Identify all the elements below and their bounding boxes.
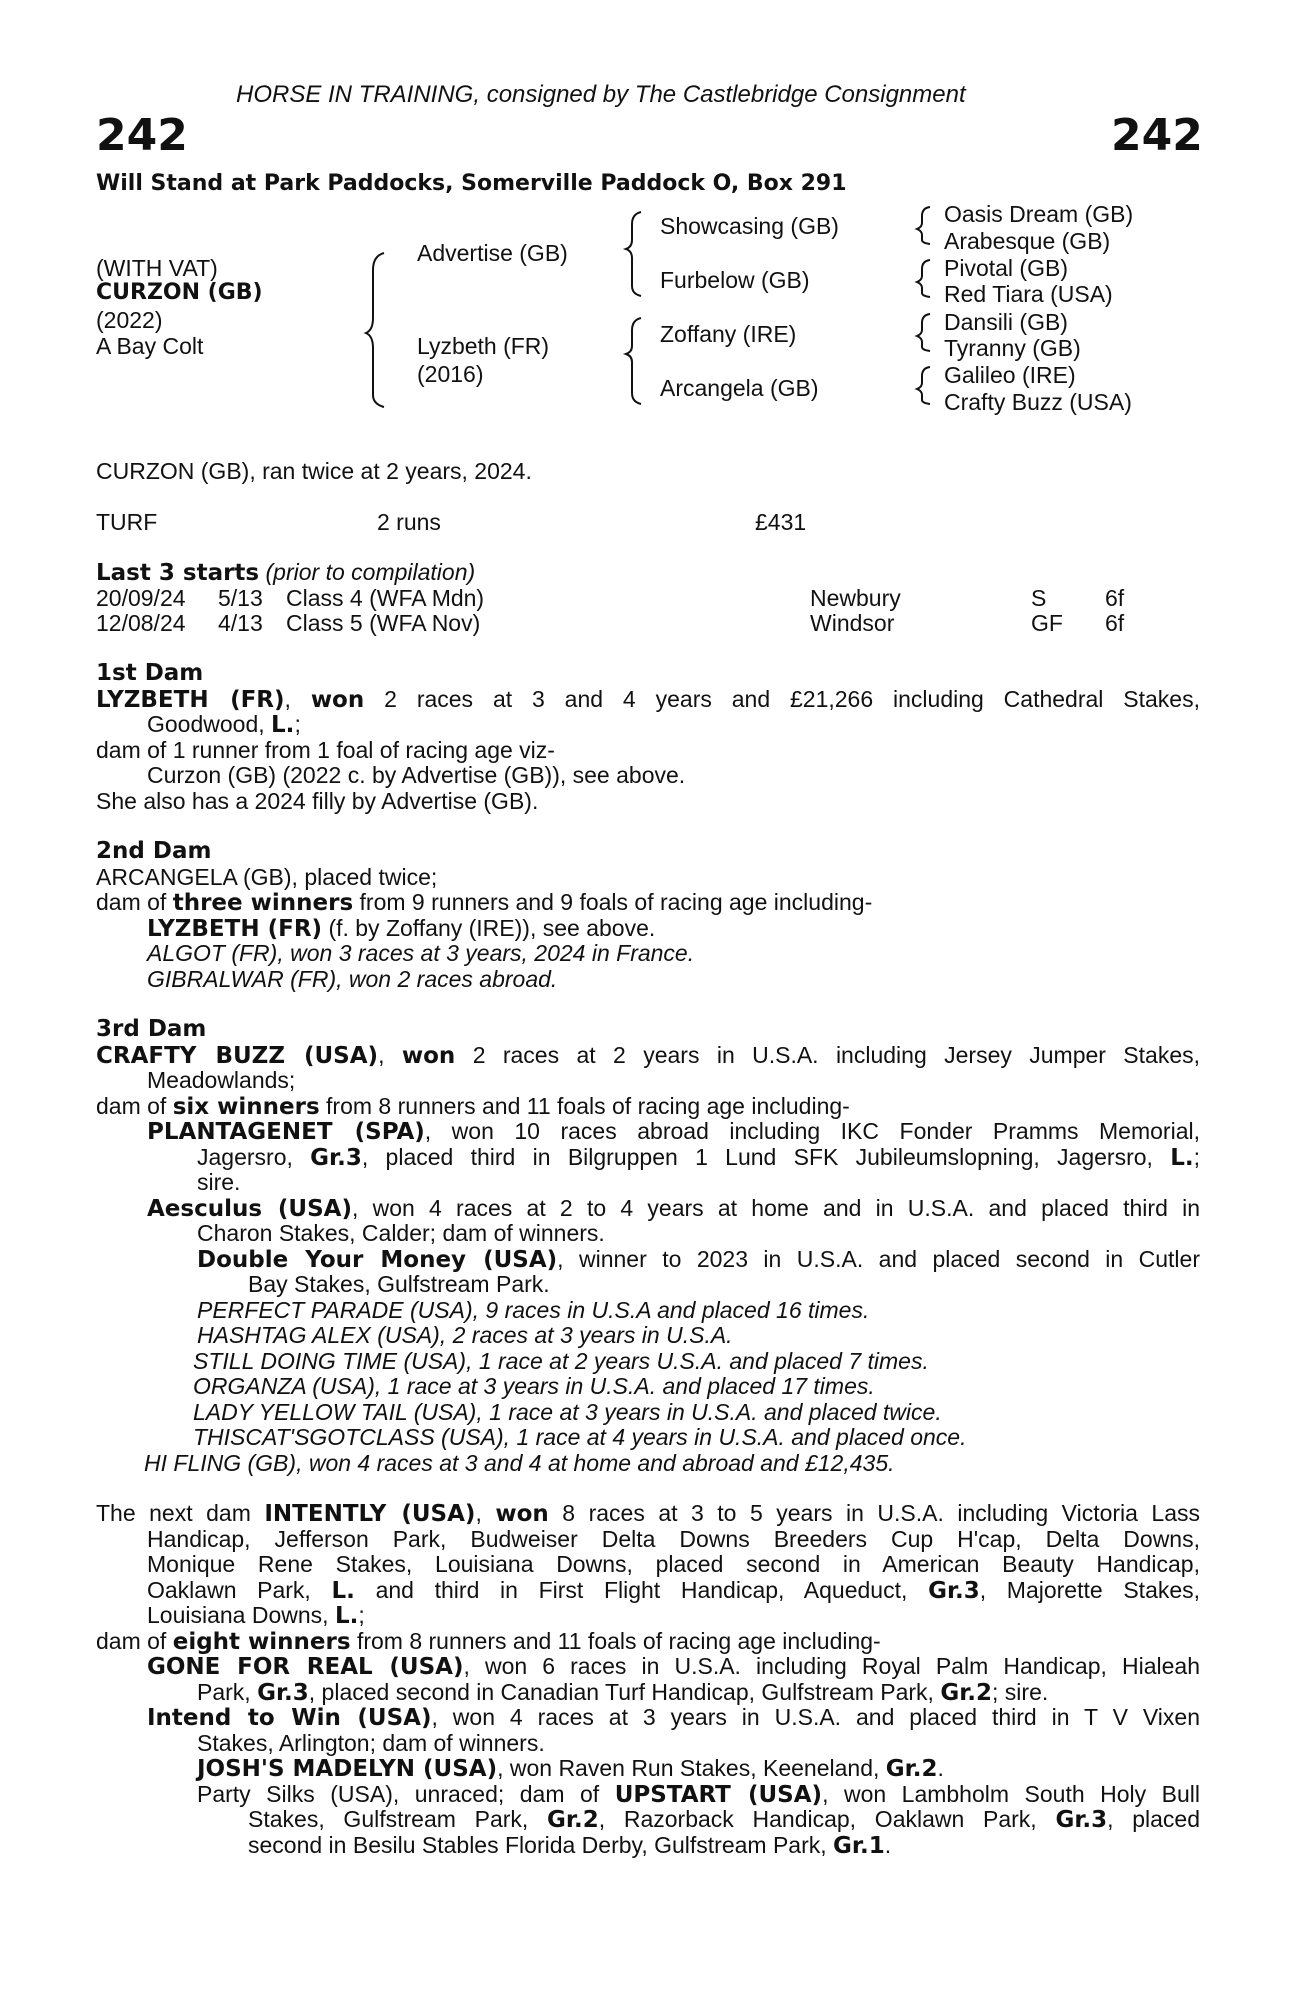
start-distance: 6f: [1105, 610, 1125, 636]
first-dam-text: 2 races at 3 and 4 years and £21,266 including Cathedral Stakes,: [384, 686, 1200, 712]
progeny-text: , won 2 races abroad.: [336, 965, 558, 992]
progeny-line: second in Besilu Stables Florida Derby, Gulfstream Park, Gr.1.: [248, 1831, 892, 1859]
third-dam-section: [96, 1017, 1200, 1476]
gen3-ancestor: Pivotal (GB): [944, 255, 1068, 281]
vat-label: (WITH VAT): [96, 255, 218, 281]
progeny-line: [96, 1247, 1200, 1273]
grade-badge: Gr.3: [928, 1577, 980, 1603]
text: 2 races at 2 years in U.S.A. including Jersey Jumper Stakes,: [472, 1042, 1200, 1068]
progeny-line: [96, 1425, 1200, 1451]
progeny-name: UPSTART (USA): [614, 1781, 823, 1807]
progeny-line: [96, 1451, 1200, 1477]
lot-number-right: 242: [1111, 110, 1203, 161]
progeny-text: , won 10 races abroad including IKC Fonder Pramms Memorial,: [424, 1119, 1200, 1144]
sire-sire: Showcasing (GB): [660, 213, 839, 239]
lot-number-left: 242: [96, 110, 188, 161]
progeny-text: , won 4 races at 3 years in U.S.A. and placed third in T V Vixen: [431, 1705, 1200, 1730]
progeny-line: [96, 916, 1200, 942]
progeny-name: JOSH'S MADELYN (USA): [197, 1756, 498, 1782]
progeny-text: , won Raven Run Stakes, Keeneland,: [497, 1755, 880, 1781]
earnings: £431: [755, 509, 807, 535]
progeny-line: [96, 1119, 1200, 1145]
progeny-name: PERFECT PARADE (USA): [197, 1296, 473, 1323]
text: Stakes, Gulfstream Park,: [248, 1807, 529, 1832]
progeny-line: [96, 1400, 1200, 1426]
grade-badge: Gr.2: [885, 1756, 938, 1782]
progeny-text: , won 3 races at 3 years, 2024 in France.: [277, 940, 695, 966]
start-date: 20/09/24: [96, 585, 186, 611]
progeny-line: [96, 1323, 1200, 1349]
progeny-text: , won 4 races at 3 and 4 at home and abroad and £12,435.: [296, 1449, 895, 1476]
won-label: won: [401, 1042, 456, 1068]
last-starts-title: Last 3 starts: [96, 560, 260, 586]
start-position: 5/13: [218, 585, 263, 611]
progeny-text: , 1 race at 4 years in U.S.A. and placed once.: [503, 1424, 967, 1450]
grade-badge: Gr.2: [547, 1807, 599, 1833]
progeny-line: Stakes, Arlington; dam of winners.: [197, 1729, 545, 1756]
gen3-ancestor: Red Tiara (USA): [944, 281, 1113, 307]
progeny-name: Double Your Money (USA): [197, 1246, 558, 1272]
progeny-line: [96, 941, 1200, 967]
progeny-text: (f. by Zoffany (IRE)), see above.: [328, 914, 656, 941]
progeny-line: Jagersro, Gr.3, placed third in Bilgruppen 1 Lund SFK Jubileumslopning, Jagersro, L.;: [197, 1144, 1200, 1170]
text: from 8 runners and 11 foals of racing age including-: [356, 1627, 881, 1654]
consignment-line: HORSE IN TRAINING, consigned by The Castlebridge Consignment: [236, 81, 966, 108]
text: from 9 runners and 9 foals of racing age including-: [359, 889, 873, 915]
progeny-line: [96, 1782, 1200, 1808]
text: and third in First Flight Handicap, Aqueduct,: [375, 1577, 908, 1603]
progeny-line: [96, 1654, 1200, 1680]
text: , Majorette Stakes,: [979, 1577, 1200, 1603]
first-dam-name: LYZBETH (FR): [96, 686, 285, 712]
progeny-name: GIBRALWAR (FR): [147, 965, 337, 992]
grade-badge: Gr.1: [833, 1832, 885, 1859]
next-dam-line: [96, 1578, 1200, 1604]
first-dam-line: LYZBETH (FR), won 2 races at 3 and 4 years and £21,266 including Cathedral Stakes,: [96, 686, 1200, 712]
text: dam of: [96, 1627, 167, 1654]
runs: 2 runs: [377, 509, 441, 535]
text: dam of: [96, 889, 167, 915]
gen3-ancestor: Crafty Buzz (USA): [944, 389, 1132, 415]
next-dam-name: INTENTLY (USA): [264, 1501, 476, 1527]
first-dam-line: Curzon (GB) (2022 c. by Advertise (GB)), see above.: [147, 762, 686, 788]
text: , won Lambholm South Holy Bull: [822, 1781, 1200, 1807]
horse-description: A Bay Colt: [96, 333, 204, 359]
next-dam-section: [96, 1501, 1200, 1858]
progeny-line: Charon Stakes, Calder; dam of winners.: [197, 1220, 605, 1246]
listed-badge: L.: [271, 712, 295, 738]
next-dam-line: Monique Rene Stakes, Louisiana Downs, placed second in American Beauty Handicap,: [147, 1552, 1200, 1577]
progeny-name: ALGOT (FR): [147, 940, 278, 966]
progeny-line: [96, 1349, 1200, 1375]
text: 8 races at 3 to 5 years in U.S.A. including Victoria Lass: [562, 1501, 1200, 1526]
progeny-line: [96, 1298, 1200, 1324]
grade-badge: Gr.2: [940, 1679, 993, 1706]
grade-badge: Gr.3: [1055, 1807, 1108, 1833]
next-dam-line: Handicap, Jefferson Park, Budweiser Delta Downs Breeders Cup H'cap, Delta Downs,: [147, 1526, 1200, 1552]
text: Louisiana Downs,: [147, 1602, 329, 1628]
text: Oaklawn Park,: [147, 1577, 311, 1603]
progeny-line: Bay Stakes, Gulfstream Park.: [248, 1271, 550, 1297]
gen3-ancestor: Tyranny (GB): [944, 335, 1081, 361]
progeny-text: , 2 races at 3 years in U.S.A.: [439, 1322, 733, 1348]
start-race: Class 4 (WFA Mdn): [286, 585, 485, 611]
progeny-line: [96, 1705, 1200, 1731]
won-label: won: [310, 686, 365, 712]
first-dam-title: 1st Dam: [96, 660, 204, 686]
progeny-name: HI FLING (GB): [144, 1449, 297, 1476]
progeny-name: LYZBETH (FR): [147, 915, 323, 942]
horse-name: CURZON (GB): [96, 280, 263, 305]
second-dam-line: [96, 890, 1200, 916]
gen3-ancestor: Galileo (IRE): [944, 362, 1076, 388]
next-dam-line: [96, 1629, 1200, 1655]
progeny-name: Aesculus (USA): [147, 1195, 352, 1221]
surface: TURF: [96, 509, 158, 535]
progeny-text: , winner to 2023 in U.S.A. and placed second in Cutler: [557, 1246, 1200, 1272]
start-course: Windsor: [810, 610, 895, 636]
text: , placed second in Canadian Turf Handicap, Gulfstream Park,: [308, 1678, 934, 1705]
progeny-line: [96, 1196, 1200, 1222]
third-dam-name: CRAFTY BUZZ (USA): [96, 1042, 379, 1068]
start-going: GF: [1031, 610, 1063, 636]
second-dam-section: [96, 839, 1200, 992]
progeny-name: ORGANZA (USA): [193, 1373, 375, 1399]
progeny-name: STILL DOING TIME (USA): [193, 1347, 467, 1374]
progeny-line: [96, 967, 1200, 993]
listed-badge: L.: [334, 1603, 359, 1629]
winners-count: eight winners: [172, 1628, 351, 1655]
grade-badge: Gr.3: [310, 1144, 362, 1170]
text: Park,: [197, 1678, 251, 1705]
progeny-text: , 9 races in U.S.A and placed 16 times.: [472, 1296, 870, 1323]
text: , placed: [1107, 1807, 1200, 1832]
third-dam-line: CRAFTY BUZZ (USA), won 2 races at 2 years in U.S.A. including Jersey Jumper Stakes,: [96, 1042, 1200, 1068]
first-dam-line: dam of 1 runner from 1 foal of racing age viz-: [96, 736, 555, 763]
gen3-ancestor: Dansili (GB): [944, 309, 1068, 335]
start-course: Newbury: [810, 585, 901, 611]
horse-year: (2022): [96, 307, 163, 333]
text: Jagersro,: [197, 1144, 293, 1170]
text: ; sire.: [992, 1678, 1049, 1705]
progeny-line: [96, 1374, 1200, 1400]
gen3-ancestor: Arabesque (GB): [944, 228, 1111, 254]
text: second in Besilu Stables Florida Derby, Gulfstream Park,: [248, 1831, 827, 1858]
winners-count: three winners: [172, 890, 354, 916]
text: , Razorback Handicap, Oaklawn Park,: [598, 1807, 1037, 1832]
start-going: S: [1031, 585, 1047, 611]
progeny-text: , won 4 races at 2 to 4 years at home and in U.S.A. and placed third in: [351, 1195, 1200, 1221]
progeny-name: LADY YELLOW TAIL (USA): [193, 1398, 477, 1425]
second-dam-title: 2nd Dam: [96, 838, 212, 864]
progeny-text: , 1 race at 2 years U.S.A. and placed 7 times.: [466, 1347, 929, 1374]
grade-badge: Gr.3: [257, 1679, 309, 1706]
first-dam-section: [96, 661, 1200, 814]
dam-dam: Arcangela (GB): [660, 375, 819, 401]
progeny-name: THISCAT'SGOTCLASS (USA): [193, 1424, 504, 1450]
third-dam-line: Meadowlands;: [147, 1067, 296, 1093]
third-dam-line: [96, 1094, 1200, 1120]
first-dam-text: Goodwood,: [147, 711, 265, 737]
last-starts-heading: [96, 560, 475, 587]
dam-sire: Zoffany (IRE): [660, 321, 797, 347]
listed-badge: L.: [331, 1577, 355, 1603]
progeny-line: JOSH'S MADELYN (USA), won Raven Run Stakes, Keeneland, Gr.2.: [197, 1755, 944, 1782]
start-race: Class 5 (WFA Nov): [286, 610, 481, 636]
gen3-ancestor: Oasis Dream (GB): [944, 201, 1134, 227]
last-starts-subtitle: (prior to compilation): [265, 559, 476, 585]
sire: Advertise (GB): [417, 240, 568, 266]
text: , placed third in Bilgruppen 1 Lund SFK Jubileumslopning, Jagersro,: [361, 1144, 1153, 1170]
winners-count: six winners: [172, 1093, 320, 1120]
progeny-text: , won 6 races in U.S.A. including Royal Palm Handicap, Hialeah: [463, 1654, 1200, 1679]
text: dam of: [96, 1092, 167, 1119]
dam-year: (2016): [417, 361, 484, 387]
progeny-line: [96, 1807, 1200, 1833]
text: from 8 runners and 11 foals of racing age including-: [326, 1092, 850, 1119]
race-summary: CURZON (GB), ran twice at 2 years, 2024.: [96, 458, 532, 484]
progeny-name: PLANTAGENET (SPA): [147, 1119, 425, 1145]
sire-dam: Furbelow (GB): [660, 267, 810, 293]
text: The next dam: [96, 1501, 251, 1526]
progeny-text: , 1 race at 3 years in U.S.A. and placed 17 times.: [374, 1373, 875, 1399]
stabling-location: Will Stand at Park Paddocks, Somerville Paddock O, Box 291: [96, 171, 847, 196]
progeny-line: [96, 1680, 1200, 1706]
progeny-name: Intend to Win (USA): [147, 1705, 432, 1731]
progeny-line: sire.: [197, 1169, 241, 1195]
third-dam-title: 3rd Dam: [96, 1016, 207, 1042]
listed-badge: L.: [1170, 1144, 1194, 1170]
dam: Lyzbeth (FR): [417, 333, 550, 359]
first-dam-line: She also has a 2024 filly by Advertise (GB).: [96, 787, 539, 814]
progeny-name: HASHTAG ALEX (USA): [197, 1322, 440, 1348]
text: Party Silks (USA), unraced; dam of: [197, 1781, 600, 1807]
start-date: 12/08/24: [96, 610, 186, 636]
start-distance: 6f: [1105, 585, 1125, 611]
first-dam-line: Goodwood, L.;: [147, 711, 301, 738]
progeny-text: , 1 race at 3 years in U.S.A. and placed twice.: [476, 1398, 942, 1425]
next-dam-line: The next dam INTENTLY (USA), won 8 races at 3 to 5 years in U.S.A. including Victoria Lass: [96, 1501, 1200, 1527]
second-dam-line: ARCANGELA (GB), placed twice;: [96, 863, 438, 890]
won-label: won: [495, 1501, 549, 1527]
start-position: 4/13: [218, 610, 263, 636]
next-dam-line: Louisiana Downs, L.;: [147, 1602, 365, 1629]
progeny-name: GONE FOR REAL (USA): [147, 1654, 464, 1680]
